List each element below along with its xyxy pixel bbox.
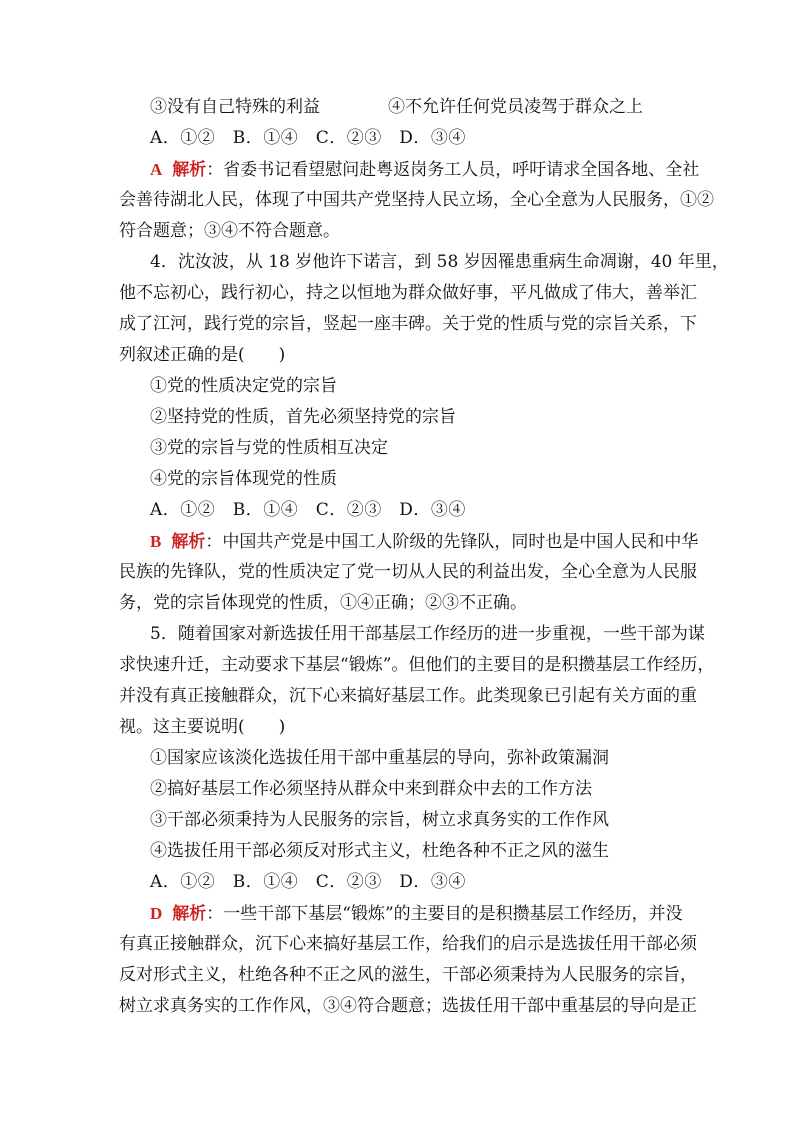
q5-analysis-line-1: [119, 898, 683, 929]
q3-analysis-label: 解析: [172, 160, 207, 180]
q5-option-2: ②搞好基层工作必须坚持从群众中来到群众中去的工作方法: [150, 779, 592, 799]
q5-stem-line-4: 视。这主要说明( ): [119, 717, 286, 737]
q4-stem-line-1: 4．沈汝波，从 18 岁他许下诺言，到 58 岁因罹患重病生命凋谢，40 年里，: [150, 252, 729, 272]
q5-choices: A．①② B．①④ C．②③ D．③④: [150, 872, 466, 892]
q3-option-3: ③没有自己特殊的利益: [150, 97, 320, 117]
q5-stem-line-2: 求快速升迁，主动要求下基层“锻炼”。但他们的主要目的是积攒基层工作经历，: [119, 655, 715, 675]
q4-stem-line-2: 他不忘初心，践行初心，持之以恒地为群众做好事，平凡做成了伟大，善举汇: [119, 283, 697, 303]
q4-analysis-label: 解析: [171, 532, 206, 552]
q4-analysis-line-2: 民族的先锋队，党的性质决定了党一切从人民的利益出发，全心全意为人民服: [119, 562, 697, 582]
q3-answer: A: [150, 160, 163, 179]
q3-options-row: [119, 92, 679, 123]
q5-analysis-line-4: 树立求真务实的工作作风，③④符合题意；选拔任用干部中重基层的导向是正: [119, 996, 697, 1016]
q5-stem-line-1: 5．随着国家对新选拔任用干部基层工作经历的进一步重视，一些干部为谋: [150, 624, 705, 644]
q5-analysis-label: 解析: [172, 904, 207, 924]
q5-option-4: ④选拔任用干部必须反对形式主义，杜绝各种不正之风的滋生: [150, 841, 609, 861]
q4-option-1: ①党的性质决定党的宗旨: [150, 376, 337, 396]
q3-analysis-line-2: 会善待湖北人民，体现了中国共产党坚持人民立场，全心全意为人民服务，①②: [119, 190, 714, 210]
q4-analysis-line-3: 务，党的宗旨体现党的性质，①④正确；②③不正确。: [119, 593, 527, 613]
q4-analysis-text: ：中国共产党是中国工人阶级的先锋队，同时也是中国人民和中华: [205, 532, 699, 552]
q3-analysis-line-1: [119, 154, 700, 185]
q4-choices: A．①② B．①④ C．②③ D．③④: [150, 500, 466, 520]
q4-option-3: ③党的宗旨与党的性质相互决定: [150, 438, 388, 458]
q5-stem-line-3: 并没有真正接触群众，沉下心来搞好基层工作。此类现象已引起有关方面的重: [119, 686, 697, 706]
q5-analysis-line-3: 反对形式主义，杜绝各种不正之风的滋生，干部必须秉持为人民服务的宗旨，: [119, 965, 697, 985]
q4-stem-line-4: 列叙述正确的是( ): [119, 345, 286, 365]
q5-analysis-line-2: 有真正接触群众，沉下心来搞好基层工作，给我们的启示是选拔任用干部必须: [119, 934, 697, 954]
q4-option-2: ②坚持党的性质，首先必须坚持党的宗旨: [150, 407, 456, 427]
q3-analysis-line-3: 符合题意；③④不符合题意。: [119, 221, 340, 241]
q4-analysis-line-1: [119, 526, 699, 557]
q5-option-1: ①国家应该淡化选拔任用干部中重基层的导向，弥补政策漏洞: [150, 748, 609, 768]
q3-option-4: ④不允许任何党员凌驾于群众之上: [388, 97, 643, 117]
q5-option-3: ③干部必须秉持为人民服务的宗旨，树立求真务实的工作作风: [150, 810, 609, 830]
q4-stem-line-3: 成了江河，践行党的宗旨，竖起一座丰碑。关于党的性质与党的宗旨关系，下: [119, 314, 697, 334]
q5-answer: D: [150, 904, 163, 923]
document-content: [119, 92, 729, 1022]
q4-option-4: ④党的宗旨体现党的性质: [150, 469, 337, 489]
q3-choices: A．①② B．①④ C．②③ D．③④: [150, 128, 466, 148]
q4-answer: B: [150, 532, 162, 551]
q3-analysis-text: ：省委书记看望慰问赴粤返岗务工人员，呼吁请求全国各地、全社: [206, 160, 700, 180]
q5-analysis-text: ：一些干部下基层“锻炼”的主要目的是积攒基层工作经历，并没: [206, 904, 683, 924]
